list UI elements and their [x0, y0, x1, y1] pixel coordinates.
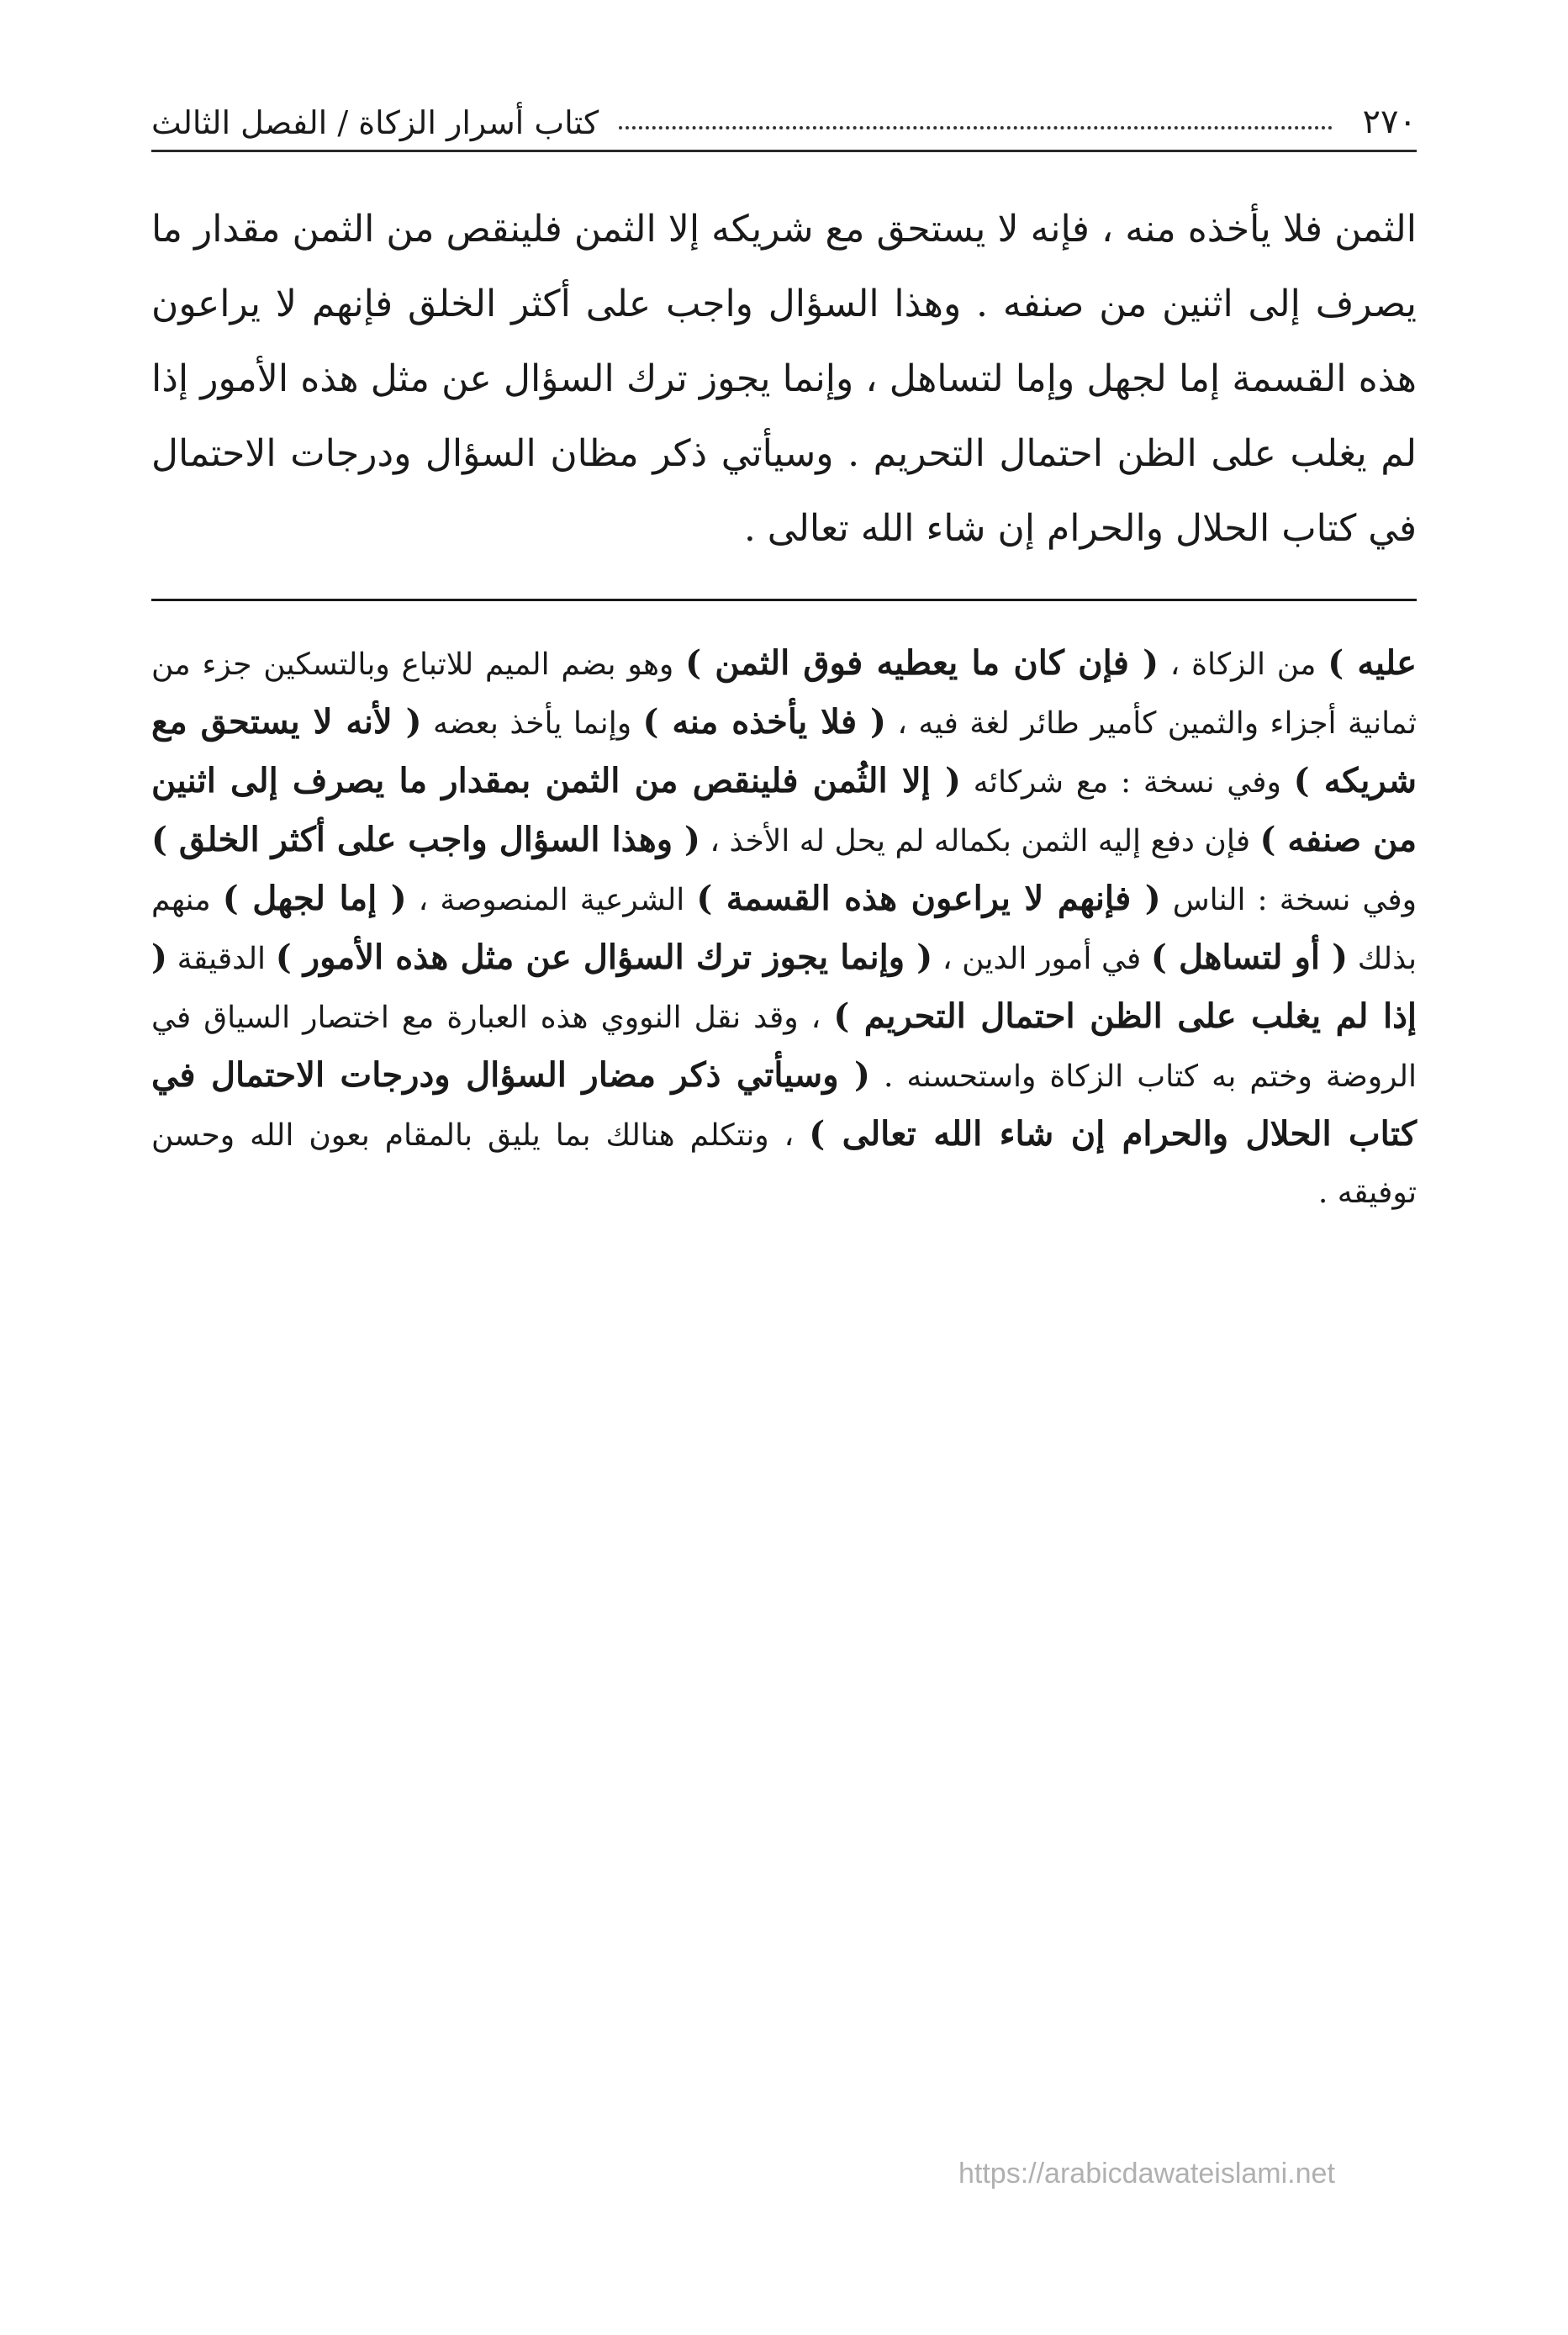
- footnote-commentary-text: وإنما يأخذ بعضه: [421, 706, 643, 741]
- footnote-commentary-text: الدقيقة: [166, 942, 276, 976]
- footnote-commentary-text: من الزكاة ،: [1159, 647, 1328, 682]
- footnote-lemma: ( إلا الثُمن فلينقص من الثمن بمقدار ما يصرف إلى اثنين من صنفه ): [151, 761, 1417, 859]
- footnote-commentary-text: ، ونتكلم هنالك بما يليق بالمقام بعون الله وحسن توفيقه .: [151, 1118, 1417, 1210]
- footnote-lemma: ( وإنما يجوز ترك السؤال عن مثل هذه الأمور ): [275, 938, 933, 977]
- footnote-lemma: ( إذا لم يغلب على الظن احتمال التحريم ): [151, 938, 1417, 1036]
- footnote-lemma: ( فإن كان ما يعطيه فوق الثمن ): [685, 643, 1159, 683]
- footnote-lemma: ( وسيأتي ذكر مضار السؤال ودرجات الاحتمال في كتاب الحلال والحرام إن شاء الله تعالى ): [151, 1055, 1417, 1154]
- running-title: كتاب أسرار الزكاة / الفصل الثالث: [151, 104, 599, 141]
- footnote-commentary-text: في أمور الدين ،: [932, 942, 1151, 976]
- header-leader-dots: [619, 126, 1332, 129]
- page-header: [151, 91, 1417, 152]
- footnote-lemma: ( فإنهم لا يراعون هذه القسمة ): [696, 879, 1161, 918]
- footnote-lemma: عليه ): [1328, 643, 1417, 683]
- footnote-lemma: ( إما لجهل ): [222, 879, 407, 918]
- footnote-commentary-text: فإن دفع إليه الثمن بكماله لم يحل له الأخذ ،: [700, 824, 1260, 858]
- footnote-lemma: ( فلا يأخذه منه ): [642, 702, 886, 742]
- footnote-commentary-text: منهم بذلك: [151, 883, 1417, 976]
- source-watermark: https://arabicdawateislami.net: [958, 2158, 1335, 2190]
- page-number: ٢٧٠: [1362, 103, 1417, 141]
- footnote-divider: [151, 599, 1417, 601]
- footnote-commentary: [151, 635, 1417, 1222]
- footnote-lemma: ( أو لتساهل ): [1150, 938, 1349, 977]
- footnote-lemma: ( لأنه لا يستحق مع شريكه ): [151, 702, 1418, 800]
- footnote-paragraph: [151, 635, 1417, 1222]
- footnote-commentary-text: وهو بضم الميم للاتباع وبالتسكين جزء من ثمانية أجزاء والثمين كأمير طائر لغة فيه ،: [151, 647, 1417, 741]
- main-text: [151, 192, 1417, 566]
- footnote-commentary-text: ، وقد نقل النووي هذه العبارة مع اختصار السياق في الروضة وختم به كتاب الزكاة واستحسنه .: [151, 1001, 1417, 1094]
- footnote-commentary-text: وفي نسخة : الناس: [1160, 883, 1418, 917]
- footnote-lemma: ( وهذا السؤال واجب على أكثر الخلق ): [151, 820, 700, 859]
- footnote-commentary-text: وفي نسخة : مع شركائه: [960, 765, 1294, 800]
- footnote-commentary-text: الشرعية المنصوصة ،: [406, 883, 697, 917]
- main-paragraph: الثمن فلا يأخذه منه ، فإنه لا يستحق مع شريكه إلا الثمن فلينقص من الثمن مقدار ما يصرف إلى اثنين من صنفه . وهذا السؤال واجب على أكثر الخلق فإنهم لا يراعون هذه القسمة إما لجهل وإما لتساهل ، وإنما يجوز ترك السؤال عن مثل هذه الأمور إذا لم يغلب على الظن احتمال التحريم . وسيأتي ذكر مظان السؤال ودرجات الاحتمال في كتاب الحلال والحرام إن شاء الله تعالى .: [151, 208, 1417, 550]
